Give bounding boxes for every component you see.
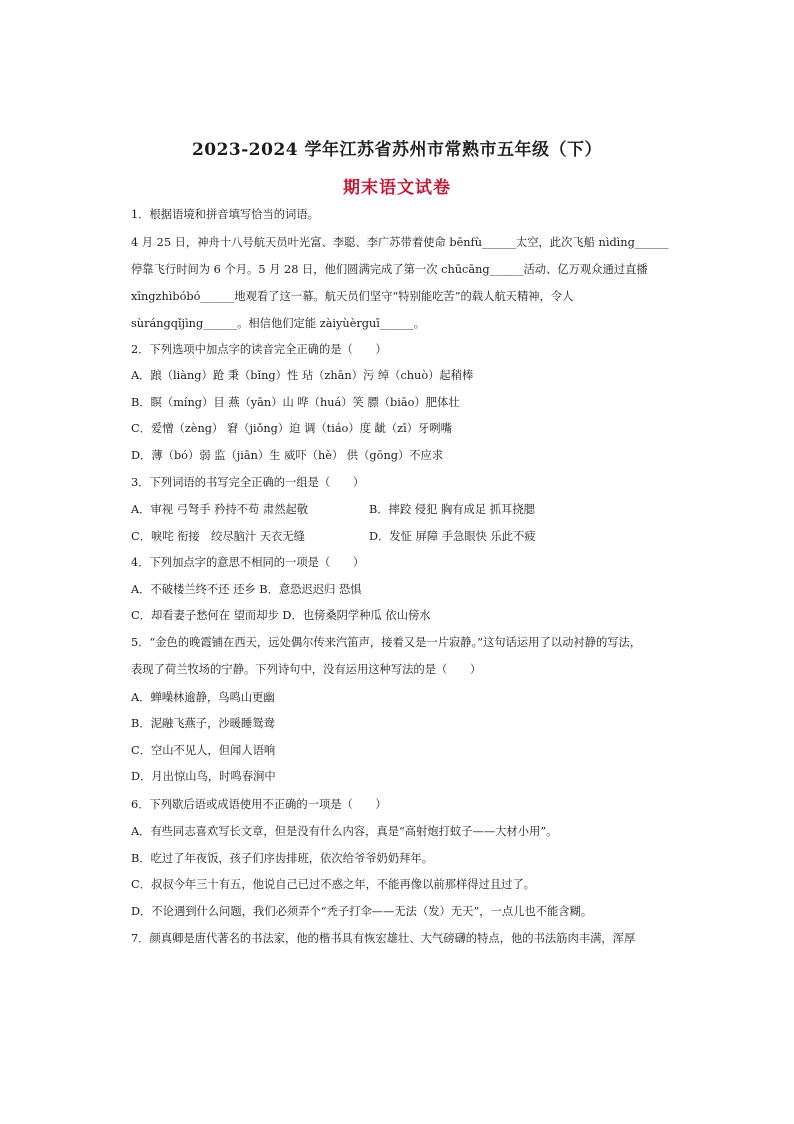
- question-3-stem: 3．下列词语的书写完全正确的一组是（ ）: [131, 476, 365, 489]
- question-1-stem: 1．根据语境和拼音填写恰当的词语。: [131, 208, 319, 221]
- question-4-stem: 4．下列加点字的意思不相同的一项是（ ）: [131, 556, 365, 569]
- question-7-stem: 7．颜真卿是唐代著名的书法家，他的楷书具有恢宏雄壮、大气磅礴的特点，他的书法筋肉丰满，浑厚: [131, 932, 636, 945]
- question-6-option-c: C．叔叔今年三十有五，他说自己已过不惑之年，不能再像以前那样得过且过了。: [131, 878, 536, 891]
- question-5-stem-line: 5．“金色的晚霞铺在西天，远处偶尔传来汽笛声，接着又是一片寂静。”这句话运用了以动衬静的写法，: [131, 636, 642, 649]
- question-3-option-c: C．唳咤 衔接 绞尽脑汁 天衣无缝: [131, 530, 305, 543]
- question-5-option-a: A．蝉噪林逾静，鸟鸣山更幽: [131, 691, 275, 704]
- question-2-option-c: C．爱憎（zèng） 窘（jiǒng）迫 调（tiáo）度 龇（zī）牙咧嘴: [131, 422, 452, 435]
- question-6-stem: 6．下列歇后语或成语使用不正确的一项是（ ）: [131, 798, 387, 811]
- question-6-option-b: B．吃过了年夜饭，孩子们序齿排班，依次给爷爷奶奶拜年。: [131, 852, 434, 865]
- question-4-options-ab: A．不破楼兰终不还 还乡 B．意恐迟迟归 恐惧: [131, 583, 362, 596]
- question-3-option-a: A．审视 弓弩手 矜持不苟 肃然起敬: [131, 503, 309, 516]
- question-1-passage-line: 停靠飞行时间为 6 个月。5 月 28 日，他们圆满完成了第一次 chūcāng______活动、亿万观众通过直播: [131, 263, 648, 276]
- question-2-option-a: A．踉（liàng）跄 秉（bǐng）性 玷（zhān）污 绰（chuò）起稍棒: [131, 369, 474, 382]
- question-5-option-d: D．月出惊山鸟，时鸣春涧中: [131, 770, 276, 783]
- question-6-option-a: A．有些同志喜欢写长文章，但是没有什么内容，真是“高射炮打蚊子——大材小用”。: [131, 825, 558, 838]
- question-3-option-b: B．摔跤 侵犯 胸有成足 抓耳挠腮: [369, 503, 535, 516]
- question-4-options-cd: C．却看妻子愁何在 望而却步 D．也傍桑阴学种瓜 依山傍水: [131, 609, 431, 622]
- question-2-stem: 2．下列选项中加点字的读音完全正确的是（ ）: [131, 343, 387, 356]
- question-5-option-c: C．空山不见人，但闻人语响: [131, 744, 276, 757]
- question-2-option-d: D．薄（bó）弱 监（jiān）生 威吓（hè） 供（gōng）不应求: [131, 449, 444, 462]
- question-2-option-b: B．瞑（míng）目 燕（yān）山 哗（huá）笑 膘（biāo）肥体壮: [131, 396, 460, 409]
- question-1-passage-line: xīngzhìbóbó______地观看了这一幕。航天员们坚守“特别能吃苦”的载人航天精神，令人: [131, 290, 574, 303]
- question-5-stem-line: 表现了荷兰牧场的宁静。下列诗句中，没有运用这种写法的是（ ）: [131, 663, 482, 676]
- question-5-option-b: B．泥融飞燕子，沙暖睡鸳鸯: [131, 717, 275, 730]
- question-3-option-d: D．发怔 屏障 手急眼快 乐此不疲: [369, 530, 536, 543]
- question-1-passage-line: 4 月 25 日，神舟十八号航天员叶光富、李聪、李广苏带着使命 bēnfù______太空，此次飞船 nìdìng______: [131, 236, 669, 249]
- question-6-option-d: D．不论遇到什么问题，我们必须弄个“秃子打伞——无法（发）无天”，一点儿也不能含糊。: [131, 905, 593, 918]
- question-1-passage-line: sùrángqǐjìng______。相信他们定能 zàiyùèrguī______。: [131, 317, 426, 330]
- exam-title: 2023-2024 学年江苏省苏州市常熟市五年级（下）: [191, 140, 603, 160]
- exam-subtitle: 期末语文试卷: [343, 178, 451, 198]
